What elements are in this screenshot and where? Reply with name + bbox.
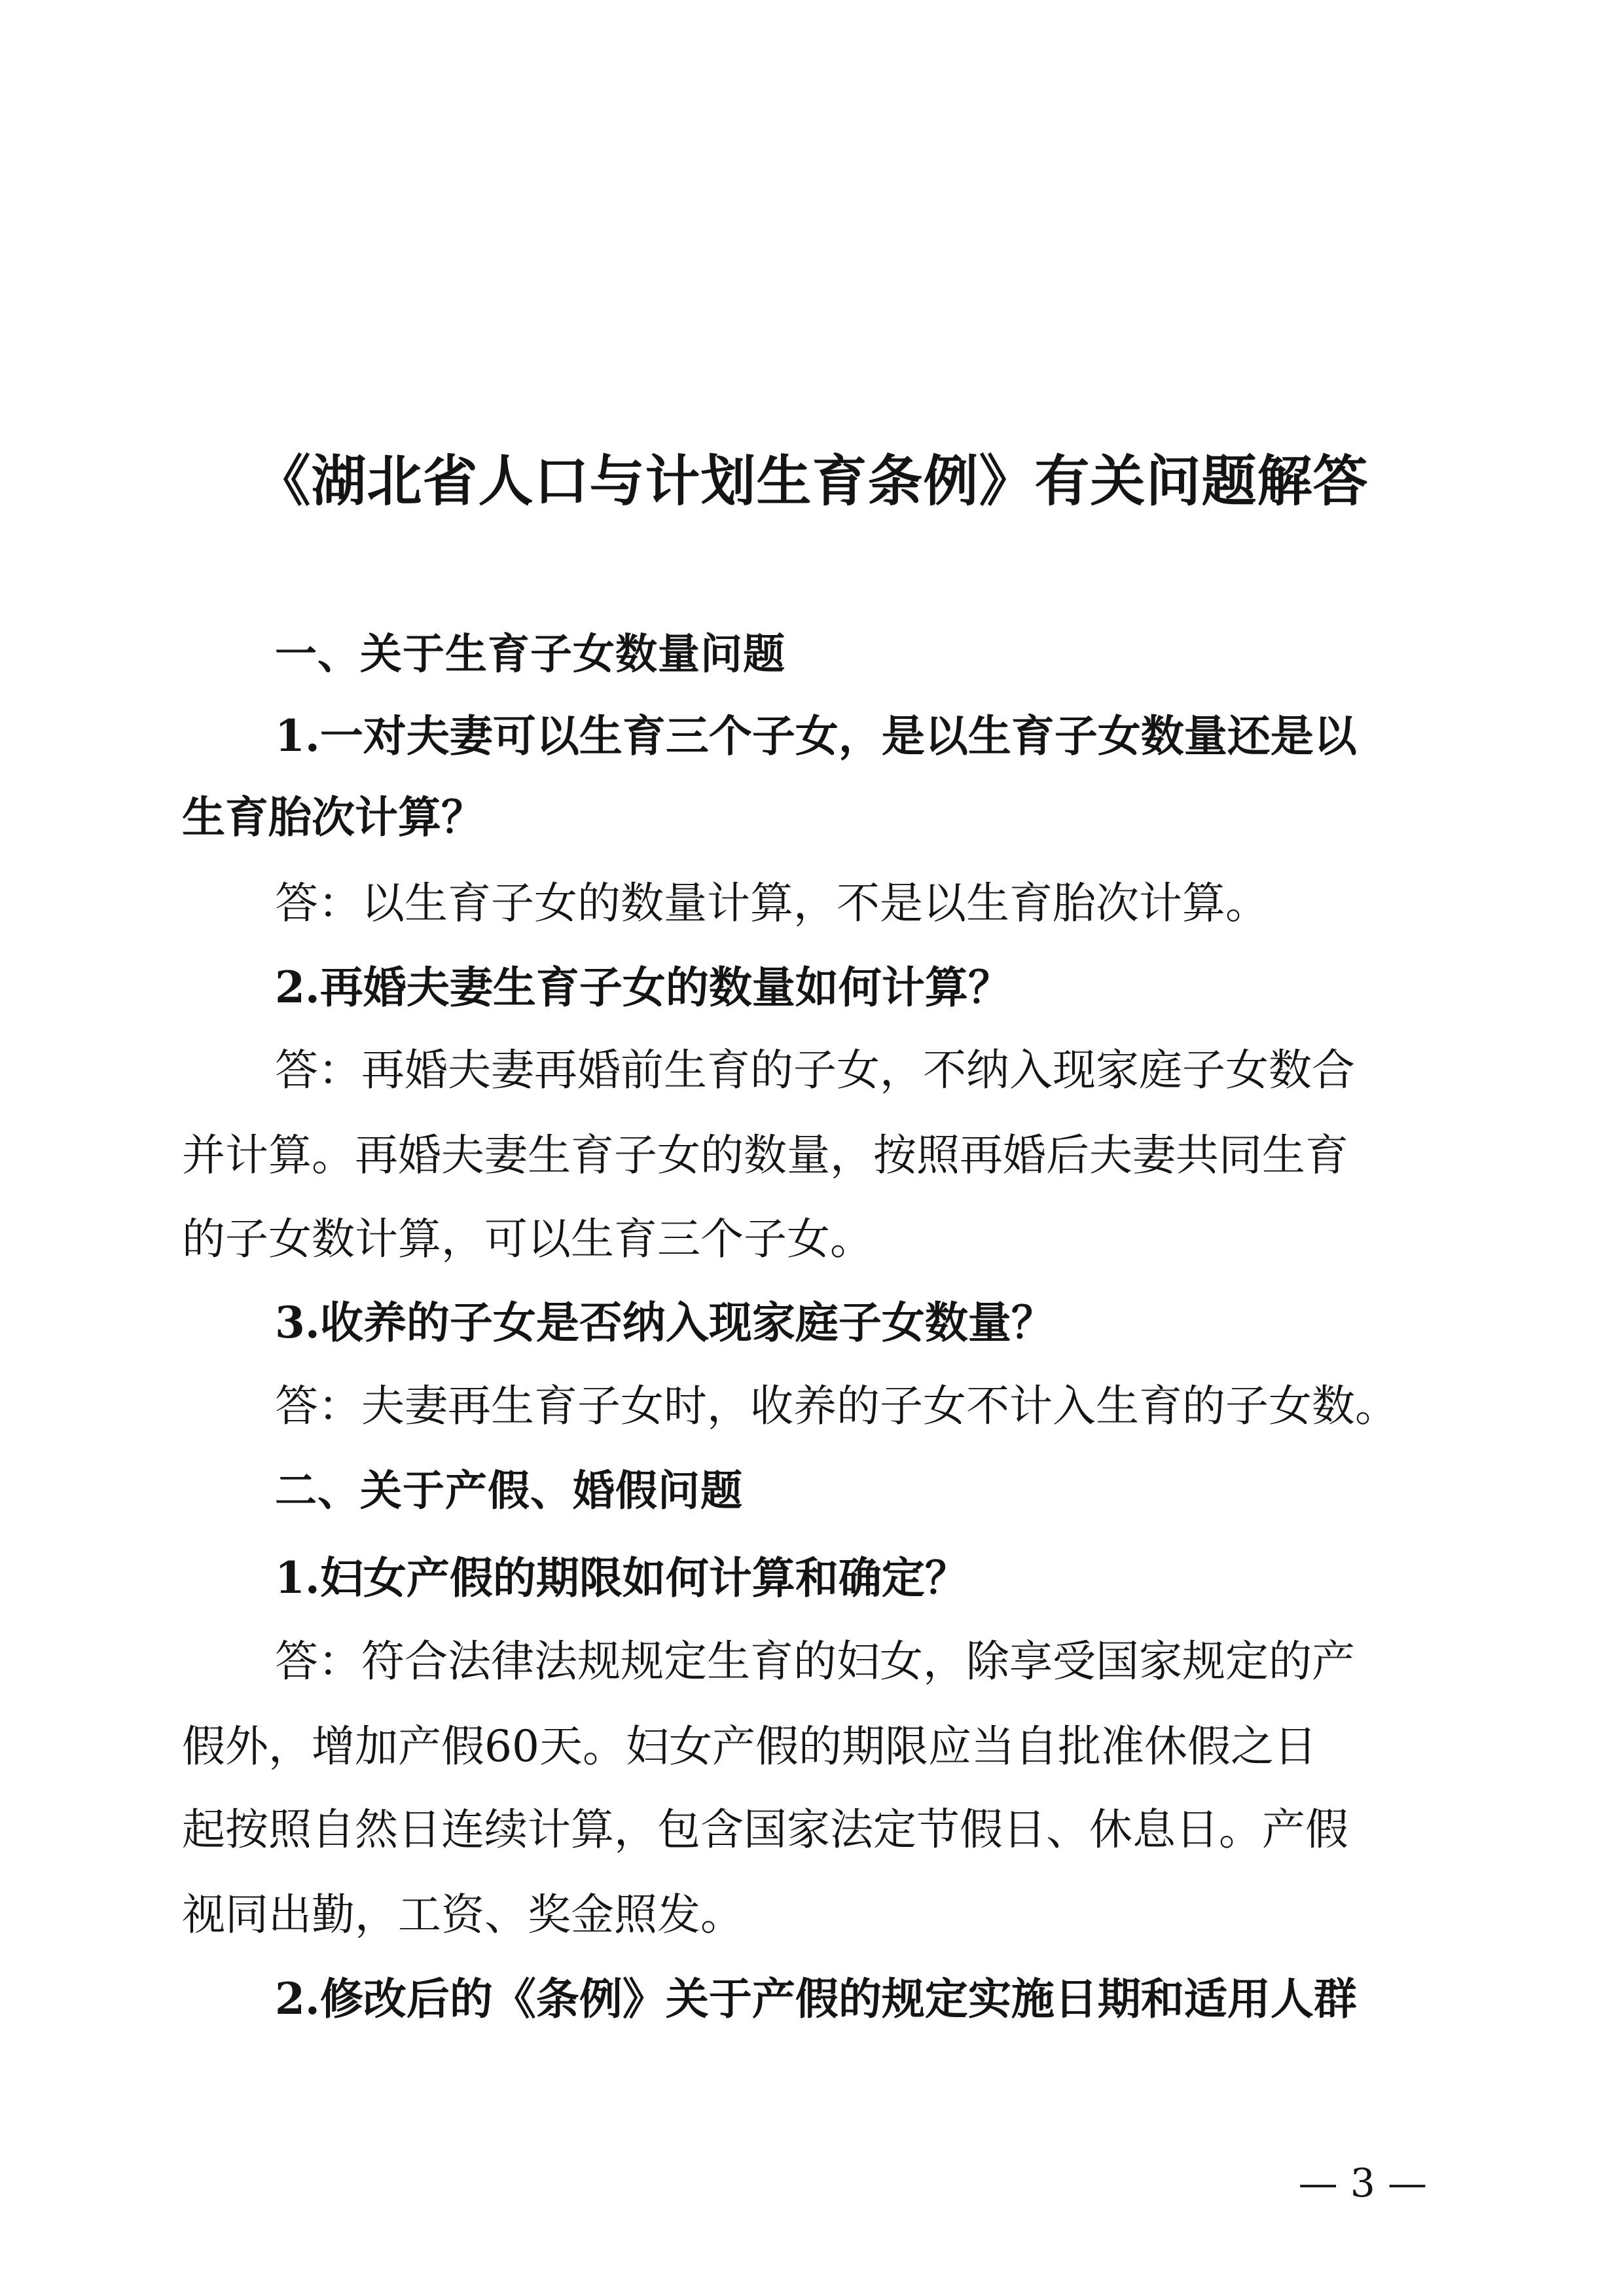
question-2-2-line-1: 2.修改后的《条例》关于产假的规定实施日期和适用人群 xyxy=(275,1973,1357,2024)
question-2-1: 1.妇女产假的期限如何计算和确定？ xyxy=(275,1552,968,1603)
answer-1-3: 答：夫妻再生育子女时，收养的子女不计入生育的子女数。 xyxy=(275,1381,1398,1431)
answer-1-2-line-2: 并计算。再婚夫妻生育子女的数量，按照再婚后夫妻共同生育 xyxy=(182,1130,1348,1180)
question-1-1-line-2: 生育胎次计算？ xyxy=(182,792,484,843)
answer-2-1-line-3: 起按照自然日连续计算，包含国家法定节假日、休息日。产假 xyxy=(182,1804,1348,1855)
section-heading-2: 二、关于产假、婚假问题 xyxy=(275,1467,743,1516)
answer-2-1-line-2: 假外，增加产假60天。妇女产假的期限应当自批准休假之日 xyxy=(182,1721,1317,1772)
page-number: — 3 — xyxy=(1298,2160,1427,2206)
document-title: 《湖北省人口与计划生育条例》有关问题解答 xyxy=(255,448,1369,513)
answer-1-1: 答：以生育子女的数量计算，不是以生育胎次计算。 xyxy=(275,878,1269,928)
answer-2-1-line-1: 答：符合法律法规规定生育的妇女，除享受国家规定的产 xyxy=(275,1636,1355,1686)
question-1-1-line-1: 1.一对夫妻可以生育三个子女，是以生育子女数量还是以 xyxy=(275,710,1357,761)
answer-1-2-line-1: 答：再婚夫妻再婚前生育的子女，不纳入现家庭子女数合 xyxy=(275,1045,1355,1095)
answer-2-1-line-4: 视同出勤，工资、奖金照发。 xyxy=(182,1889,744,1940)
question-1-2: 2.再婚夫妻生育子女的数量如何计算？ xyxy=(275,962,1011,1013)
section-heading-1: 一、关于生育子女数量问题 xyxy=(275,630,785,679)
question-1-3: 3.收养的子女是否纳入现家庭子女数量？ xyxy=(275,1297,1055,1348)
answer-1-2-line-3: 的子女数计算，可以生育三个子女。 xyxy=(182,1214,873,1264)
